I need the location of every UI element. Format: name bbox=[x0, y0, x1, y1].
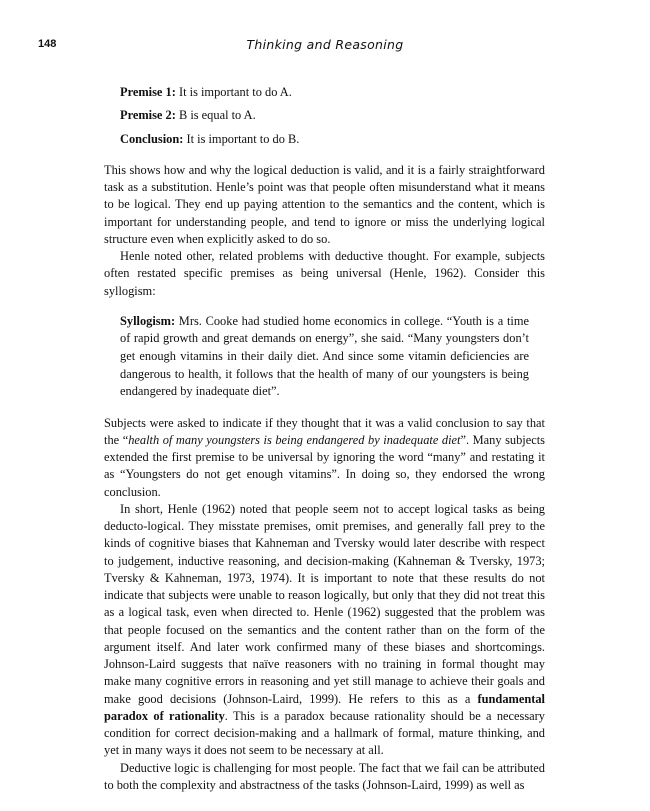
premise-1 bbox=[120, 84, 545, 101]
premise-label: Conclusion: bbox=[120, 131, 184, 146]
premise-label: Premise 1: bbox=[120, 85, 176, 99]
syllogism-label: Syllogism: bbox=[120, 313, 176, 328]
text-run: In short, Henle (1962) noted that people seem not to accept logical tasks as being deducto-logical. They misstate premises, omit premises, and generally fall prey to the kinds of cognitive biases that Kahneman and Tversky would later describe with respect to judgement, inductive reasoning, and decision-making (Kahneman & Tversky, 1973; Tversky & Kahneman, 1973, 1974). It is important to note that these results do not indicate that subjects were unable to reason logically, but only that they did not treat this as a logical task, even when directed to. Henle (1962) suggested that the problem was that people focused on the semantics and the content rather than on the form of the argument itself. And later work confirmed many of these biases and shortcomings. Johnson-Laird suggests that naïve reasoners with no training in formal thought may make many cognitive errors in reasoning and yet still manage to achieve their goals and make good decisions (Johnson-Laird, 1999). He refers to this as a bbox=[104, 501, 545, 706]
page-body bbox=[104, 84, 545, 794]
text-run: ”. Many subjects extended the first premise to be universal by ignoring the word “many” and restating it as “Youngsters do not get enough vitamins”. In doing so, they endorsed the wrong conclusion. bbox=[104, 432, 545, 499]
premise-list bbox=[104, 84, 545, 148]
conclusion bbox=[120, 131, 545, 148]
paragraph-2: Henle noted other, related problems with deductive thought. For example, subjects often restated specific premises as being universal (Henle, 1962). Consider this syllogism: bbox=[104, 249, 545, 298]
syllogism-block bbox=[120, 313, 529, 401]
paragraph-4 bbox=[104, 501, 545, 760]
paragraph-1: This shows how and why the logical deduction is valid, and it is a fairly straightforward task as a substitution. Henle’s point was that people often misunderstand what it means to be logical. They end up paying attention to the semantics and the content, which is important for understanding people, and tend to ignore or miss the underlying logical structure even when explicitly asked to do so. bbox=[104, 162, 545, 246]
page-number: 148 bbox=[38, 38, 57, 50]
premise-label: Premise 2: bbox=[120, 108, 176, 123]
text-run: Subjects were asked to indicate if they thought that it was a valid conclusion to say that the “ bbox=[104, 415, 545, 447]
syllogism-text: Mrs. Cooke had studied home economics in college. “Youth is a time of rapid growth and great demands on energy”, she said. “Many youngsters don’t get enough vitamins in their daily diet. And since some vitamin deficiencies are dangerous to health, it follows that the health of many of our youngsters is being endangered by inadequate diet”. bbox=[120, 313, 529, 399]
italic-quote: health of many youngsters is being endangered by inadequate diet bbox=[128, 432, 461, 447]
page-header bbox=[0, 38, 650, 54]
key-term: fundamental paradox of rationality bbox=[104, 691, 545, 723]
running-head: Thinking and Reasoning bbox=[246, 37, 404, 52]
paragraph-5: Deductive logic is challenging for most people. The fact that we fail can be attributed to both the complexity and abstractness of the tasks (Johnson-Laird, 1999) as well as bbox=[104, 760, 545, 792]
premise-text: B is equal to A. bbox=[175, 108, 256, 123]
premise-text: It is important to do B. bbox=[183, 131, 300, 146]
text-run: . This is a paradox because rationality should be a necessary condition for correct decision-making and a hallmark of formal, mature thinking, and yet in many ways it does not seem to be necessary at all. bbox=[104, 708, 545, 758]
premise-text: It is important to do A. bbox=[175, 85, 292, 99]
paragraph-3 bbox=[104, 415, 545, 501]
premise-2 bbox=[120, 107, 545, 124]
